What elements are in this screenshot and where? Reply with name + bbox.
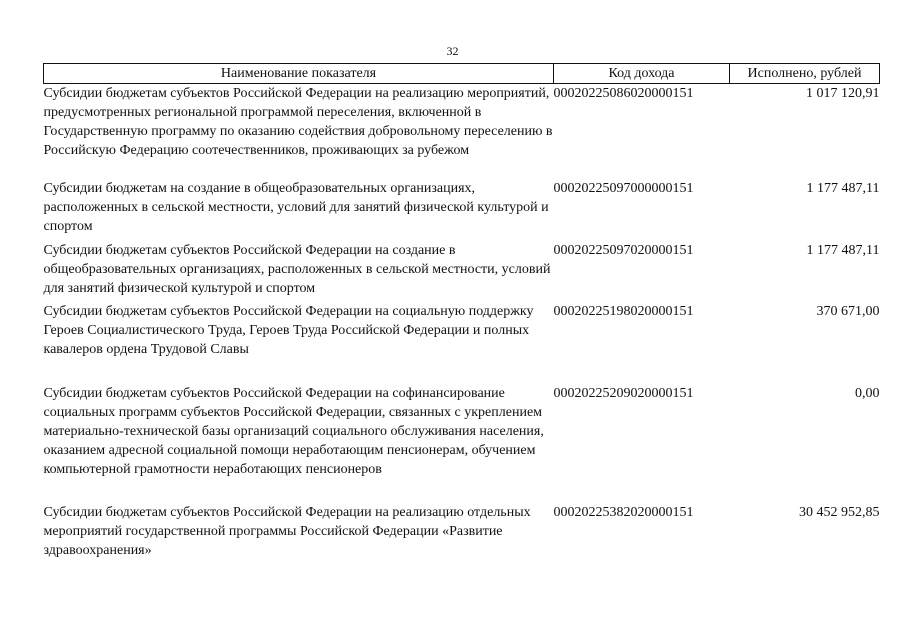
table-row [44, 179, 880, 241]
table-row [44, 84, 880, 179]
revenue-code-cell: 00020225209020000151 [553, 385, 694, 401]
revenue-code-cell: 00020225097000000151 [553, 180, 694, 196]
page-number: 32 [446, 44, 459, 58]
header-revenue-code: Код дохода [554, 64, 730, 84]
table-row [44, 302, 880, 384]
amount-cell: 0,00 [855, 385, 880, 401]
header-amount-executed: Исполнено, рублей [730, 64, 880, 84]
table-header [44, 64, 880, 84]
amount-cell: 370 671,00 [816, 303, 880, 319]
indicator-name-cell: Субсидии бюджетам субъектов Российской Федерации на софинансирование социальных программ субъектов Российской Федерации, связанных с укреплением материально-технической базы организаций социального обслуживания населения, оказанием адресной социальной помощи неработающим пенсионерам, обучением компьютерной грамотности неработающих пенсионеров [43, 385, 544, 477]
revenue-table [43, 63, 880, 563]
table-row [44, 503, 880, 563]
revenue-code-cell: 00020225086020000151 [553, 86, 694, 101]
revenue-code-cell: 00020225382020000151 [553, 504, 694, 520]
indicator-name-cell: Субсидии бюджетам субъектов Российской Федерации на социальную поддержку Героев Социалистического Труда, Героев Труда Российской Федерации и полных кавалеров ордена Трудовой Славы [43, 303, 534, 357]
revenue-code-cell: 00020225198020000151 [553, 303, 694, 319]
header-indicator-name: Наименование показателя [44, 64, 554, 84]
indicator-name-cell: Субсидии бюджетам субъектов Российской Федерации на создание в общеобразовательных организациях, расположенных в сельской местности, условий для занятий физической культурой и спортом [43, 242, 551, 296]
indicator-name-cell: Субсидии бюджетам субъектов Российской Федерации на реализацию отдельных мероприятий государственной программы Российской Федерации «Развитие здравоохранения» [43, 504, 531, 558]
amount-cell: 1 177 487,11 [806, 180, 880, 196]
header-row [44, 64, 880, 84]
table-row [44, 241, 880, 302]
table-body [44, 84, 880, 563]
revenue-code-cell: 00020225097020000151 [553, 242, 694, 258]
amount-cell: 1 177 487,11 [806, 242, 880, 258]
table-row [44, 384, 880, 503]
indicator-name-cell: Субсидии бюджетам на создание в общеобразовательных организациях, расположенных в сельской местности, условий для занятий физической культурой и спортом [43, 180, 549, 234]
amount-cell: 1 017 120,91 [806, 86, 880, 101]
amount-cell: 30 452 952,85 [799, 504, 880, 520]
indicator-name-cell: Субсидии бюджетам субъектов Российской Федерации на реализацию мероприятий, предусмотренных региональной программой переселения, включенной в Государственную программу по оказанию содействия добровольному переселению в Российскую Федерацию соотечественников, проживающих за рубежом [43, 86, 553, 158]
